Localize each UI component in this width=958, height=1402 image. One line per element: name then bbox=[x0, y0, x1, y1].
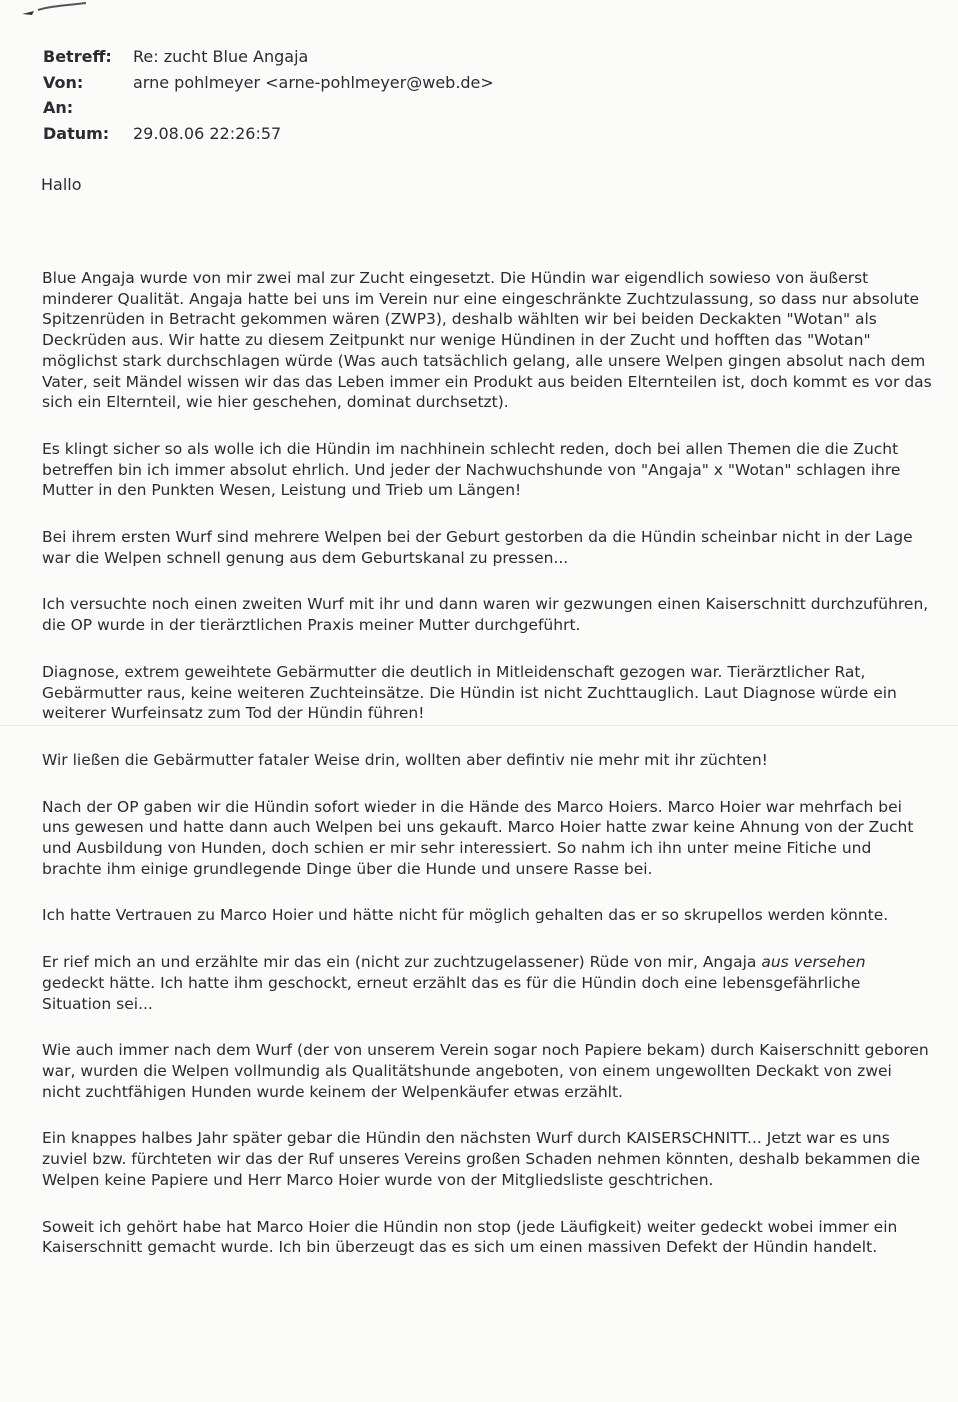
subject-value: Re: zucht Blue Angaja bbox=[133, 47, 309, 66]
to-label: An: bbox=[43, 98, 74, 117]
paragraph-5: Diagnose, extrem geweihtete Gebärmutter die deutlich in Mitleidenschaft gezogen war. Tierärztlicher Rat, Gebärmutter raus, keine weiteren Zuchteinsätze. Die Hündin ist nicht Zuchttauglich. Laut Diagnose würde ein weiterer Wurfeinsatz zum Tod der Hündin führen! bbox=[42, 662, 897, 723]
from-row bbox=[43, 70, 494, 96]
from-value: arne pohlmeyer <arne-pohlmeyer@web.de> bbox=[133, 72, 494, 92]
paragraph-4: Ich versuchte noch einen zweiten Wurf mit ihr und dann waren wir gezwungen einen Kaiserschnitt durchzuführen, die OP wurde in der tierärztlichen Praxis meiner Mutter durchgeführt. bbox=[42, 595, 929, 635]
paragraph-12: Soweit ich gehört habe hat Marco Hoier die Hündin non stop (jede Läufigkeit) weiter gedeckt wobei immer ein Kaiserschnitt gemacht wurde. Ich bin überzeugt das es sich um einen massiven Defekt der Hündin handelt. bbox=[42, 1217, 898, 1257]
date-label: Datum: bbox=[43, 123, 110, 143]
pen-mark-icon bbox=[20, 2, 90, 18]
date-value: 29.08.06 22:26:57 bbox=[133, 123, 282, 143]
date-row bbox=[43, 121, 494, 147]
from-label: Von: bbox=[43, 72, 84, 92]
paragraph-8: Ich hatte Vertrauen zu Marco Hoier und hätte nicht für möglich gehalten das er so skrupellos werden könnte. bbox=[42, 906, 889, 925]
to-row bbox=[43, 95, 494, 121]
email-body bbox=[42, 268, 932, 1284]
paragraph-11: Ein knappes halbes Jahr später gebar die Hündin den nächsten Wurf durch KAISERSCHNITT... Jetzt war es uns zuviel bzw. fürchteten wir das der Ruf unseres Vereins großen Schaden nehmen könnten, deshalb bekammen die Welpen keine Papiere und Herr Marco Hoier wurde von der Mitgliedsliste geschtrichen. bbox=[42, 1129, 921, 1189]
subject-row bbox=[43, 44, 494, 70]
paragraph-9 bbox=[42, 952, 932, 1014]
email-header bbox=[43, 44, 494, 146]
paragraph-6: Wir ließen die Gebärmutter fataler Weise drin, wollten aber defintiv nie mehr mit ihr züchten! bbox=[42, 750, 768, 769]
paragraph-2: Es klingt sicher so als wolle ich die Hündin im nachhinein schlecht reden, doch bei allen Themen die die Zucht betreffen bin ich immer absolut ehrlich. Und jeder der Nachwuchshunde von "Angaja" x "Wotan" schlagen ihre Mutter in den Punkten Wesen, Leistung und Trieb um Längen! bbox=[42, 439, 901, 500]
paragraph-9-start: Er rief mich an und erzählte mir das ein (nicht zur zuchtzugelassener) Rüde von mir, Angaja bbox=[42, 953, 762, 972]
paragraph-9-italic: aus versehen bbox=[761, 953, 866, 972]
paragraph-9-end: gedeckt hätte. Ich hatte ihm geschockt, erneut erzählt das es für die Hündin doch eine lebensgefährliche Situation sei... bbox=[42, 973, 861, 1013]
paragraph-1: Blue Angaja wurde von mir zwei mal zur Zucht eingesetzt. Die Hündin war eigendlich sowieso von äußerst minderer Qualität. Angaja hatte bei uns im Verein nur eine eingeschränkte Zuchtzulassung, so dass nur absolute Spitzenrüden in Betracht gekommen wären (ZWP3), deshalb wählten wir bei beiden Deckakten "Wotan" als Deckrüden aus. Wir hatte zu diesem Zeitpunkt nur wenige Hündinen in der Zucht und hofften das "Wotan" möglichst stark durchschlagen würde (Was auch tatsächlich gelang, alle unsere Welpen gingen absolut nach dem Vater, seit Mändel wissen wir das das Leben immer ein Produkt aus beiden Elternteilen ist, doch kommt es vor das sich ein Elternteil, wie hier geschehen, dominat durchsetzt). bbox=[42, 269, 932, 412]
greeting: Hallo bbox=[41, 175, 82, 194]
paragraph-7: Nach der OP gaben wir die Hündin sofort wieder in die Hände des Marco Hoiers. Marco Hoier war mehrfach bei uns gewesen und hatte dann auch Welpen bei uns gekauft. Marco Hoier hatte zwar keine Ahnung von der Zucht und Ausbildung von Hunden, doch schien er mir sehr interessiert. So nahm ich ihn unter meine Fitiche und brachte ihm einige grundlegende Dinge über die Hunde und unsere Rasse bei. bbox=[42, 797, 914, 878]
paragraph-10: Wie auch immer nach dem Wurf (der von unserem Verein sogar noch Papiere bekam) durch Kaiserschnitt geboren war, wurden die Welpen vollmundig als Qualitätshunde angeboten, von einem ungewollten Deckakt von zwei nicht zuchtfähigen Hunden wurde keinem der Welpenkäufer etwas erzählt. bbox=[42, 1041, 929, 1101]
paragraph-3: Bei ihrem ersten Wurf sind mehrere Welpen bei der Geburt gestorben da die Hündin scheinbar nicht in der Lage war die Welpen schnell genung aus dem Geburtskanal zu pressen... bbox=[42, 528, 913, 567]
subject-label: Betreff: bbox=[43, 47, 112, 66]
